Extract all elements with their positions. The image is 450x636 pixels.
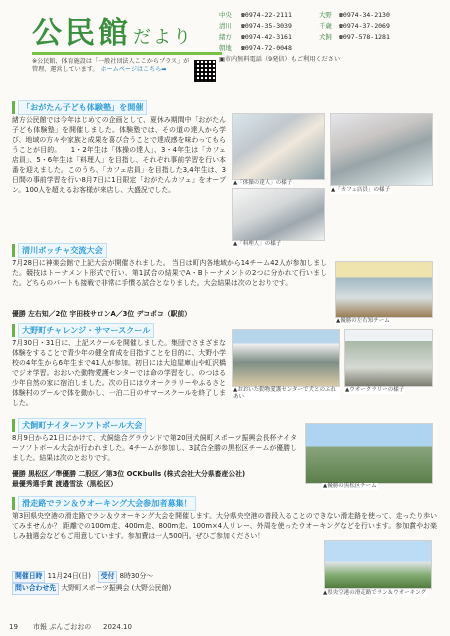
contact-row — [219, 21, 437, 32]
contact-phone: ☎097-578-1281 — [339, 33, 390, 41]
contact-phone: ☎0974-22-2111 — [241, 11, 292, 19]
headline-bar — [12, 324, 15, 337]
article-inukai — [12, 418, 437, 500]
photo-dog-center — [232, 329, 340, 387]
contact-name: 緒方 — [219, 33, 232, 41]
photo-caption: ▲「体操の達人」の様子 — [233, 180, 293, 186]
article-headline — [12, 243, 437, 258]
contact-name: 中央 — [219, 11, 232, 19]
contact-phone: ☎0974-72-0048 — [241, 44, 292, 52]
contact-name: 千歳 — [319, 22, 332, 30]
tournament-result: 優勝 左右知／2位 宇田枝サロンA／3位 デコポコ（駅前） — [12, 310, 192, 318]
contact-text: 大野町スポーツ振興会 (大野公民館) — [61, 584, 172, 592]
contact-name: 清川 — [219, 22, 232, 30]
contact-list — [219, 10, 437, 82]
contact-name: 犬飼 — [319, 33, 332, 41]
headline-bar — [12, 497, 15, 510]
contact-name — [319, 43, 339, 54]
headline-text: 「おがたん子ども体験塾」を開催 — [18, 100, 147, 116]
contact-line — [12, 583, 317, 595]
headline-text: 滑走路でラン＆ウオーキング大会参加者募集！ — [18, 496, 196, 512]
article-body: 7月28日に神楽会館で上記大会が開催されました。 当日は町内各地域から14チーム42人が参加しました。競技はトーナメント形式で行い、第1試合の結果でA・Bトーナメントの2つに分かれて行いました。どちらのパートも接戦で非常に手慣る試合となりました。大会結果は次のとおりです。 — [12, 259, 327, 287]
article-body: 7月30日・31日に、上記スクールを開催しました。集団でさまざまな体験をすることで青少年の健全育成を目指すことを目的に、大野小学校の4年生から6年生まで41人が参加。初日には大迫屋庫山や虹沢橋でジオ学習。おおいた動物愛護センターでは命の学習をし、のつはる少年自然の家に宿泊しました。次の日にはウオークラリーやふるさと体験村のプールで体を動かし、一泊二日のサマースクールを終了しました。 — [12, 339, 226, 407]
headline-text: 犬飼町ナイターソフトボール大会 — [18, 418, 146, 434]
reception-label: 受付 — [98, 571, 118, 583]
photo-caption: ▲「料理人」の様子 — [233, 241, 282, 247]
contact-label: 問い合わせ先 — [12, 583, 59, 595]
article-ono — [12, 323, 437, 419]
event-date-line — [12, 571, 317, 583]
contact-phone: ☎0974-42-3161 — [241, 33, 292, 41]
note-line-2: 管理、運営しています。 — [32, 66, 99, 74]
contact-name: 大野 — [319, 11, 332, 19]
article-body: 8月9日から21日にかけて、犬飼総合グラウンドで第20回犬飼町スポーツ振興会長杯ナイターソフトボール大会が行われました。4チームが参加し、3試合全勝の黒松区チームが優勝しました。結果は次のとおりです。 — [12, 434, 297, 462]
headline-bar — [12, 419, 15, 432]
headline-text: 大野町チャレンジ・サマースクール — [18, 323, 154, 339]
management-note — [32, 58, 220, 74]
photo-runway — [324, 540, 432, 589]
homepage-link[interactable]: ホームページはこちら➡ — [100, 66, 167, 74]
photo-caption: ▲優勝の黒松区チーム — [323, 483, 377, 489]
photo-gymnastics — [232, 113, 325, 180]
contact-row — [219, 32, 437, 43]
photo-cooking — [232, 188, 325, 241]
photo-cafe — [330, 113, 433, 186]
photo-softball-team — [305, 423, 433, 484]
article-kiyokawa — [12, 243, 437, 333]
photo-caption: ▲県央空港の滑走路でラン＆ウオーキング — [323, 590, 427, 596]
headline-text: 清川ボッチャ交流大会 — [18, 243, 107, 259]
footer — [0, 618, 450, 636]
title-text: 公民館 — [32, 16, 131, 51]
photo-caption: ▲ウオークラリーの様子 — [345, 387, 405, 393]
photo-caption: ▲おおいた動物愛護センターで犬とのふれあい — [232, 387, 340, 400]
page-number: 19 — [9, 623, 18, 631]
note-line-1: ※公民館、体育施設は「一般社団法人ここからプラス」が — [32, 58, 190, 65]
headline-bar — [12, 101, 15, 114]
photo-boccia — [335, 261, 433, 318]
date-label: 開催日時 — [12, 571, 45, 583]
page-title — [32, 12, 193, 56]
publication-name: 市報 ぶんごおおの — [33, 623, 92, 631]
reception-time: 8時30分～ — [119, 572, 154, 580]
title-underline — [32, 52, 222, 55]
photo-walk-rally — [344, 329, 433, 387]
article-body: 緒方公民館では今年はじめての企画として、夏休み期間中「おがたん子ども体験塾」を開催しました。体験塾では、その道の達人から学び、地域の方々や家族と成果を喜び合うことで達成感を味わってもらうことが目的。 1・2年生は「体操の達人」、3・4年生は「カフェ店員」、5・6年生は「料理人」を目指し、それぞれ事前学習を行い本番を迎えました。このうち、「カフェ店員」を目指した3,4年生は、3日間の事前学習を行い8月7日に1日限定「おがたんカフェ」をオープン。100人を超えるお客様が来店し、大盛況でした。 — [12, 116, 226, 194]
article-ogata — [12, 100, 437, 245]
publication-date: 2024.10 — [103, 623, 132, 631]
event-date: 11月24日(日) — [47, 572, 91, 580]
article-headline — [12, 496, 437, 511]
article-body: 第3回県央空港の滑走路でラン＆ウオーキング大会を開催します。大分県央空港の普段入ることのできない滑走路を使って、走ったり歩いてみませんか？ 距離での100m走、400m走、800m走、100m×4人リレー、外周を使ったウオーキングなどを行います。参加賞やお楽しみ抽選会などもご用意しています。参加費は一人500円。ぜひご参加ください！ — [12, 512, 437, 540]
phone-note: ▣市内無料電話（9発信）もご利用ください — [219, 56, 341, 63]
contact-phone: ☎0974-34-2130 — [339, 11, 390, 19]
article-runway — [12, 496, 437, 618]
photo-caption: ▲「カフェ店員」の様子 — [331, 187, 390, 193]
tournament-result: 優勝 黒松区／準優勝 二股区／第3位 OCKbulls (株式会社大分県畜産公社) 最優秀選手賞 渡邉雪法（黒松区） — [12, 470, 246, 488]
contact-phone: ☎0974-37-2069 — [339, 22, 390, 30]
contact-row — [219, 43, 437, 54]
contact-row — [219, 10, 437, 21]
contact-phone: ☎0974-35-3039 — [241, 22, 292, 30]
headline-bar — [12, 244, 15, 257]
qr-code-icon[interactable] — [194, 60, 216, 82]
subtitle-text: だより — [133, 27, 193, 48]
contact-name: 朝地 — [219, 44, 232, 52]
photo-caption: ▲優勝の左右知チーム — [336, 318, 390, 324]
header — [14, 8, 440, 96]
